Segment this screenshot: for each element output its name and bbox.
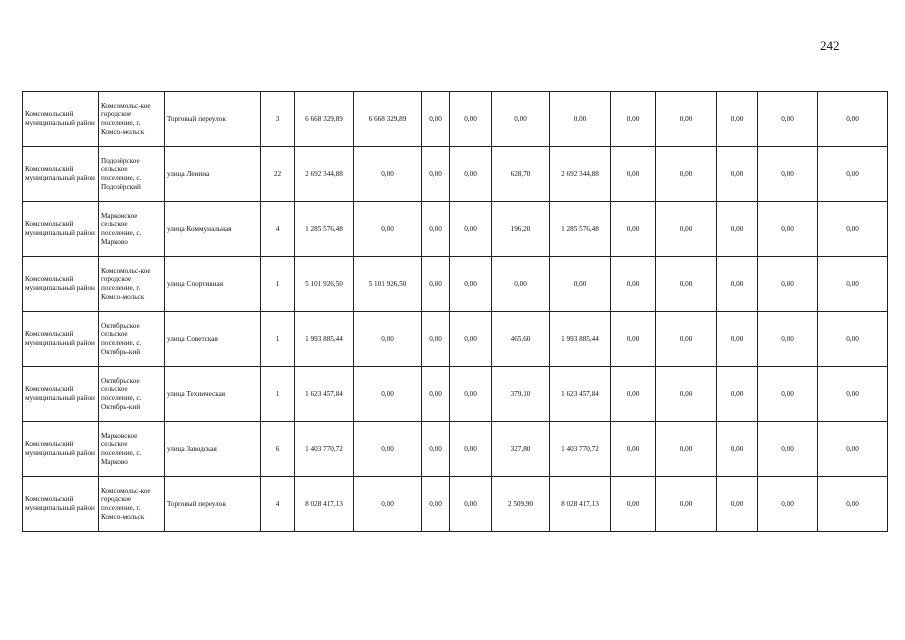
value-cell: 0,00: [611, 92, 656, 147]
value-cell: 0,00: [717, 367, 758, 422]
value-cell: 2 692 344,88: [295, 147, 354, 202]
value-cell: 0,00: [758, 257, 818, 312]
value-cell: 0,00: [611, 147, 656, 202]
value-cell: 0,00: [450, 367, 492, 422]
district-cell: Комсомольский муниципальный район: [23, 422, 99, 477]
district-cell: Комсомольский муниципальный район: [23, 312, 99, 367]
count-cell: 3: [261, 92, 295, 147]
value-cell: 327,80: [492, 422, 550, 477]
value-cell: 0,00: [818, 202, 888, 257]
settlement-cell: Комсомольс-кое городское поселение, г. Комсо-мольск: [99, 257, 165, 312]
count-cell: 6: [261, 422, 295, 477]
value-cell: 1 623 457,84: [550, 367, 611, 422]
value-cell: 0,00: [758, 312, 818, 367]
street-cell: улица Техническая: [165, 367, 261, 422]
value-cell: 0,00: [422, 202, 450, 257]
value-cell: 0,00: [656, 257, 717, 312]
street-cell: Торговый переулок: [165, 92, 261, 147]
value-cell: 379,10: [492, 367, 550, 422]
value-cell: 2 692 344,88: [550, 147, 611, 202]
count-cell: 1: [261, 367, 295, 422]
value-cell: 0,00: [818, 367, 888, 422]
value-cell: 0,00: [450, 147, 492, 202]
value-cell: 0,00: [656, 477, 717, 532]
value-cell: 0,00: [611, 477, 656, 532]
value-cell: 0,00: [818, 92, 888, 147]
value-cell: 0,00: [758, 92, 818, 147]
value-cell: 0,00: [717, 147, 758, 202]
value-cell: 0,00: [611, 367, 656, 422]
district-cell: Комсомольский муниципальный район: [23, 92, 99, 147]
value-cell: 0,00: [656, 147, 717, 202]
value-cell: 0,00: [354, 422, 422, 477]
value-cell: 196,20: [492, 202, 550, 257]
value-cell: 1 993 885,44: [295, 312, 354, 367]
district-cell: Комсомольский муниципальный район: [23, 477, 99, 532]
value-cell: 0,00: [354, 367, 422, 422]
value-cell: 0,00: [492, 92, 550, 147]
value-cell: 8 028 417,13: [295, 477, 354, 532]
district-cell: Комсомольский муниципальный район: [23, 257, 99, 312]
street-cell: Торговый переулок: [165, 477, 261, 532]
value-cell: 0,00: [717, 312, 758, 367]
value-cell: 0,00: [818, 477, 888, 532]
value-cell: 0,00: [611, 202, 656, 257]
value-cell: 0,00: [656, 367, 717, 422]
value-cell: 0,00: [611, 312, 656, 367]
value-cell: 6 668 329,89: [354, 92, 422, 147]
value-cell: 0,00: [818, 312, 888, 367]
settlement-cell: Подозёрское сельское поселение, с. Подозёрский: [99, 147, 165, 202]
value-cell: 0,00: [422, 257, 450, 312]
value-cell: 0,00: [656, 422, 717, 477]
settlement-cell: Октябрьское сельское поселение, с. Октябрь-кий: [99, 367, 165, 422]
page-number: 242: [820, 38, 840, 53]
value-cell: 0,00: [758, 477, 818, 532]
table-row: [23, 147, 888, 202]
value-cell: 0,00: [611, 257, 656, 312]
value-cell: 0,00: [422, 367, 450, 422]
value-cell: 5 101 926,50: [295, 257, 354, 312]
value-cell: 2 509,90: [492, 477, 550, 532]
value-cell: 0,00: [550, 92, 611, 147]
count-cell: 1: [261, 312, 295, 367]
district-cell: Комсомольский муниципальный район: [23, 147, 99, 202]
value-cell: 1 285 576,48: [550, 202, 611, 257]
value-cell: 1 403 770,72: [295, 422, 354, 477]
value-cell: 5 101 926,50: [354, 257, 422, 312]
value-cell: 0,00: [450, 92, 492, 147]
value-cell: 0,00: [656, 202, 717, 257]
settlement-cell: Марковское сельское поселение, с. Марково: [99, 202, 165, 257]
table-row: [23, 92, 888, 147]
street-cell: улица Коммунальная: [165, 202, 261, 257]
value-cell: 8 028 417,13: [550, 477, 611, 532]
district-cell: Комсомольский муниципальный район: [23, 367, 99, 422]
value-cell: 0,00: [422, 147, 450, 202]
count-cell: 4: [261, 202, 295, 257]
value-cell: 0,00: [656, 92, 717, 147]
table-row: [23, 257, 888, 312]
count-cell: 22: [261, 147, 295, 202]
value-cell: 0,00: [758, 202, 818, 257]
value-cell: 0,00: [354, 312, 422, 367]
value-cell: 1 993 885,44: [550, 312, 611, 367]
value-cell: 0,00: [550, 257, 611, 312]
street-cell: улица Спортивная: [165, 257, 261, 312]
value-cell: 0,00: [450, 257, 492, 312]
value-cell: 0,00: [354, 202, 422, 257]
value-cell: 1 285 576,48: [295, 202, 354, 257]
value-cell: 0,00: [818, 147, 888, 202]
value-cell: 0,00: [422, 92, 450, 147]
table-row: [23, 202, 888, 257]
table-body: [23, 92, 888, 532]
value-cell: 628,70: [492, 147, 550, 202]
value-cell: 0,00: [717, 422, 758, 477]
value-cell: 0,00: [354, 147, 422, 202]
street-cell: улица Заводская: [165, 422, 261, 477]
value-cell: 0,00: [717, 92, 758, 147]
value-cell: 0,00: [450, 422, 492, 477]
street-cell: улица Ленина: [165, 147, 261, 202]
value-cell: 0,00: [422, 312, 450, 367]
value-cell: 0,00: [717, 202, 758, 257]
value-cell: 0,00: [354, 477, 422, 532]
value-cell: 0,00: [450, 312, 492, 367]
settlement-cell: Марковское сельское поселение, с. Марково: [99, 422, 165, 477]
value-cell: 0,00: [492, 257, 550, 312]
value-cell: 0,00: [717, 257, 758, 312]
district-cell: Комсомольский муниципальный район: [23, 202, 99, 257]
settlement-cell: Комсомольс-кое городское поселение, г. Комсо-мольск: [99, 477, 165, 532]
register-table: [22, 91, 888, 532]
value-cell: 0,00: [450, 477, 492, 532]
value-cell: 0,00: [818, 422, 888, 477]
settlement-cell: Комсомольс-кое городское поселение, г. Комсо-мольск: [99, 92, 165, 147]
street-cell: улица Советская: [165, 312, 261, 367]
value-cell: 0,00: [422, 477, 450, 532]
value-cell: 0,00: [422, 422, 450, 477]
settlement-cell: Октябрьское сельское поселение, с. Октябрь-кий: [99, 312, 165, 367]
table-row: [23, 477, 888, 532]
table-row: [23, 312, 888, 367]
value-cell: 0,00: [611, 422, 656, 477]
value-cell: 0,00: [818, 257, 888, 312]
value-cell: 0,00: [450, 202, 492, 257]
table-row: [23, 422, 888, 477]
value-cell: 0,00: [758, 367, 818, 422]
value-cell: 0,00: [656, 312, 717, 367]
table-row: [23, 367, 888, 422]
value-cell: 0,00: [758, 422, 818, 477]
count-cell: 1: [261, 257, 295, 312]
value-cell: 0,00: [717, 477, 758, 532]
value-cell: 0,00: [758, 147, 818, 202]
value-cell: 1 403 770,72: [550, 422, 611, 477]
count-cell: 4: [261, 477, 295, 532]
value-cell: 465,60: [492, 312, 550, 367]
value-cell: 1 623 457,84: [295, 367, 354, 422]
value-cell: 6 668 329,89: [295, 92, 354, 147]
